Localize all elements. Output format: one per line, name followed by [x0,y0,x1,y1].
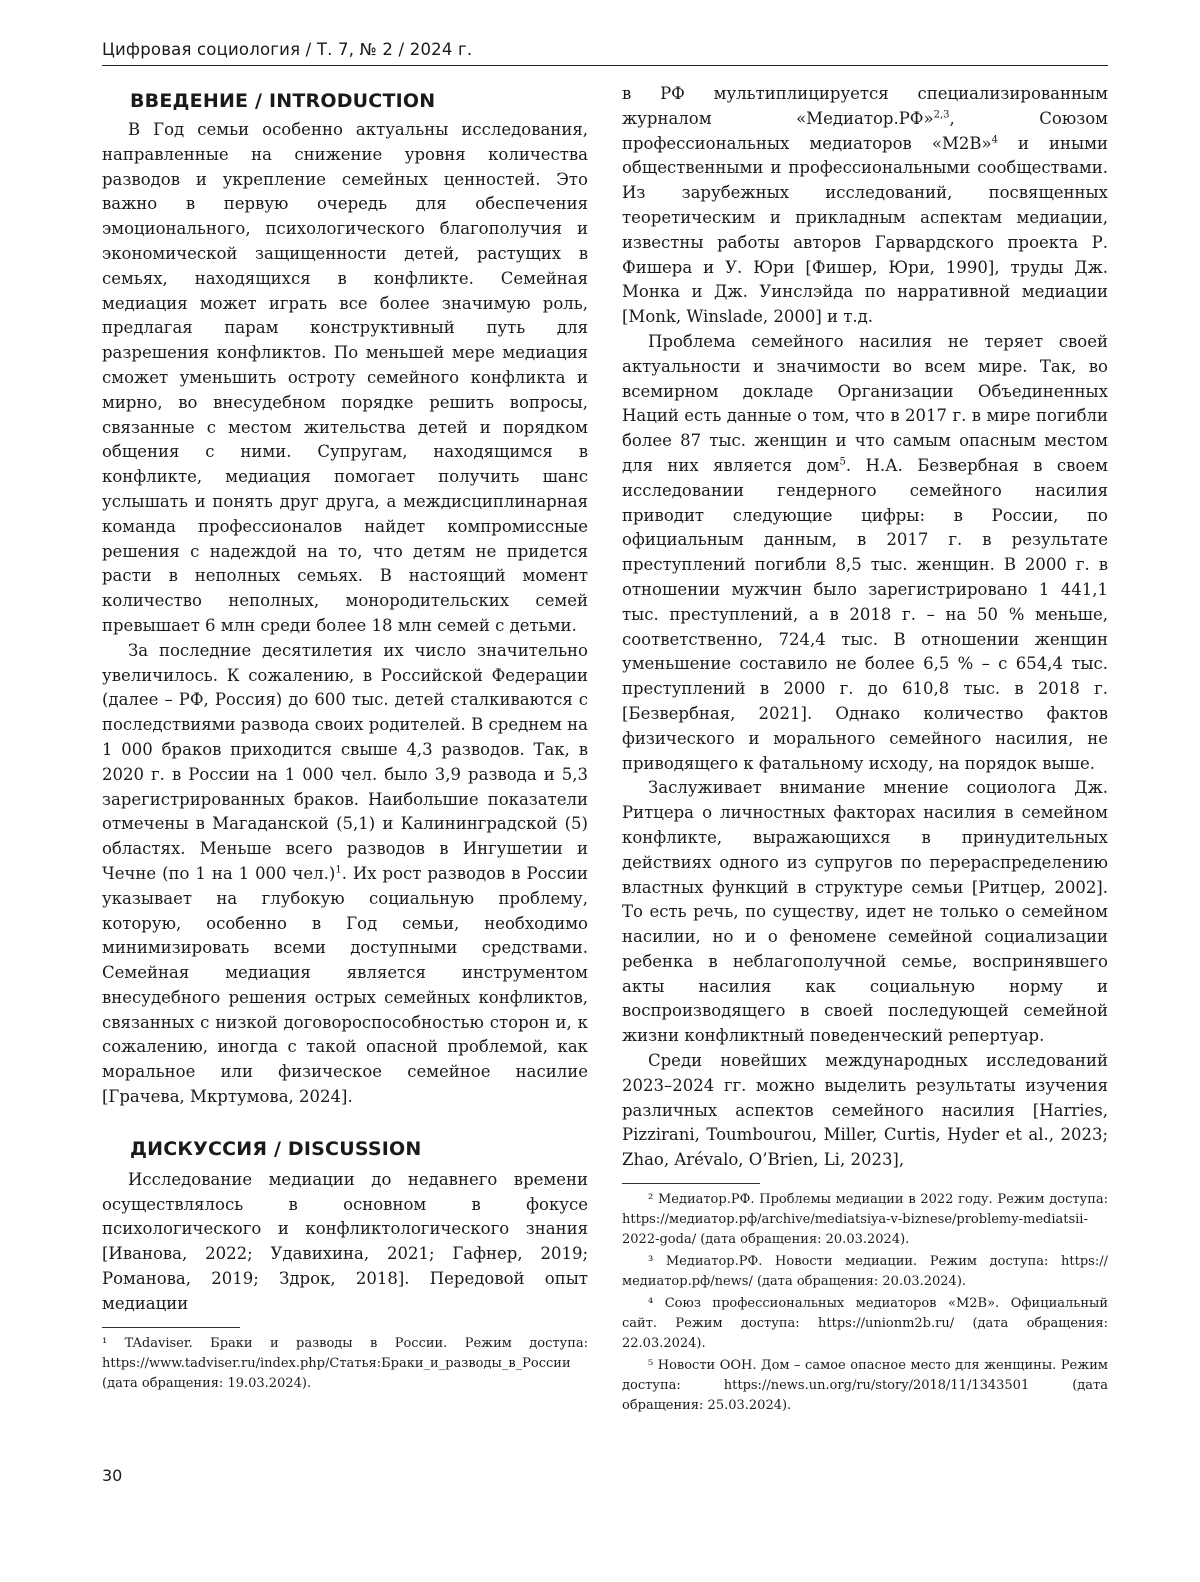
footnote: ¹ TAdaviser. Браки и разводы в России. Режим доступа: https://www.tadviser.ru/index.php/Статья:Браки_и_разводы_в_России (дата обращения: 19.03.2024). [102,1335,588,1391]
paragraph [622,82,1108,330]
footnote: ⁵ Новости ООН. Дом – самое опасное место для женщины. Режим доступа: https://news.un.org/ru/story/2018/11/1343501 (дата обращения: 25.03.2024). [622,1358,1108,1414]
footnote-ref[interactable]: 5 [839,456,846,468]
footnote-ref[interactable]: 2,3 [933,109,950,121]
left-body-text [102,118,588,1110]
right-body-text [622,82,1108,1173]
paragraph-text: , Союзом профессиональных медиаторов «М2В» [622,108,1108,153]
paragraph [622,330,1108,776]
paragraph-text: Проблема семейного насилия не теряет своей актуальности и значимости во всем мире. Так, во всемирном докладе Организации Объединенных Наций есть данные о том, что в 2017 г. в мире погибли более 87 тыс. женщин и что самым опасным местом для них является дом [622,331,1108,475]
page-number: 30 [102,1466,123,1485]
paragraph [102,639,588,1110]
paragraph-text: в РФ мультиплицируется специализированным журналом «Медиатор.РФ» [622,84,1108,128]
paragraph-text: За последние десятилетия их число значительно увеличилось. К сожалению, в Российской Федерации (далее – РФ, Россия) до 600 тыс. детей сталкиваются с последствиями развода своих родителей. В среднем на 1 000 браков приходится свыше 4,3 разводов. Так, в 2020 г. в России на 1 000 чел. было 3,9 развода и 5,3 зарегистрированных браков. Наибольшие показатели отмечены в Магаданской (5,1) и Калининградской (5) областях. Меньше всего разводов в Ингушетии и Чечне (по 1 на 1 000 чел.) [102,640,588,883]
paragraph-text: и иными общественными и профессиональными сообществами. Из зарубежных исследований, посвященных теоретическим и прикладным аспектам медиации, известны работы авторов Гарвардского проекта Р. Фишера и У. Юри [Фишер, Юри, 1990], труды Дж. Монка и Дж. Уинслэйда по нарративной медиации [Monk, Winslade, 2000] и т.д. [622,133,1108,327]
footnote: ² Медиатор.РФ. Проблемы медиации в 2022 году. Режим доступа: https://медиатор.рф/archive/mediatsiya-v-biznese/problemy-mediatsii-2022-goda/ (дата обращения: 20.03.2024). [622,1192,1108,1248]
right-column [622,82,1108,1418]
paragraph: Исследование медиации до недавнего времени осуществлялось в основном в фокусе психологического и конфликтологического знания [Иванова, 2022; Удавихина, 2021; Гафнер, 2019; Романова, 2019; Здрок, 2018]. Передовой опыт медиации [102,1169,588,1313]
footnote: ³ Медиатор.РФ. Новости медиации. Режим доступа: https://медиатор.рф/news/ (дата обращения: 20.03.2024). [622,1254,1108,1290]
discussion-text [102,1168,588,1317]
paragraph-text: . Их рост разводов в России указывает на глубокую социальную проблему, которую, особенно в Год семьи, необходимо минимизировать всеми доступными средствами. Семейная медиация является инструментом внесудебного решения острых семейных конфликтов, связанных с низкой договороспособностью сторон и, к сожалению, иногда с такой опасной проблемой, как моральное или физическое семейное насилие [Грачева, Мкртумова, 2024]. [102,863,589,1107]
footnote-ref[interactable]: 1 [335,864,342,876]
paragraph: Заслуживает внимание мнение социолога Дж. Ритцера о личностных факторах насилия в семейном конфликте, выражающихся в принудительных действиях одного из супругов по перераспределению властных функций в структуре семьи [Ритцер, 2002]. То есть речь, по существу, идет не только о семейном насилии, но и о феномене семейной социализации ребенка в неблагополучной семье, воспринявшего акты насилия как социальную норму и воспроизводящего в своей последующей семейной жизни конфликтный поведенческий репертуар. [622,778,1108,1046]
section-heading-introduction: ВВЕДЕНИЕ / INTRODUCTION [130,90,436,112]
footnote: ⁴ Союз профессиональных медиаторов «М2В». Официальный сайт. Режим доступа: https://unionm2b.ru/ (дата обращения: 22.03.2024). [622,1296,1108,1352]
footnote-divider [102,1327,240,1328]
footnote-ref[interactable]: 4 [991,134,998,146]
running-title: Цифровая социология / Т. 7, № 2 / 2024 г. [102,40,1108,66]
paragraph-text: . Н.А. Безвербная в своем исследовании гендерного семейного насилия приводит следующие цифры: в России, по официальным данным, в 2017 г. в результате преступлений погибли 8,5 тыс. женщин. В 2000 г. в отношении мужчин было зарегистрировано 1 441,1 тыс. преступлений, а в 2018 г. – на 50 % меньше, соответственно, 724,4 тыс. В отношении женщин уменьшение составило не более 6,5 % – с 654,4 тыс. преступлений в 2000 г. до 610,8 тыс. в 2018 г. [Безвербная, 2021]. Однако количество фактов физического и морального семейного насилия, не приводящего к фатальному исходу, на порядок выше. [622,455,1108,773]
section-heading-discussion: ДИСКУССИЯ / DISCUSSION [130,1137,422,1160]
footnote-divider [622,1183,760,1184]
left-column [102,82,588,1396]
paragraph: В Год семьи особенно актуальны исследования, направленные на снижение уровня количества разводов и укрепление семейных ценностей. Это важно в первую очередь для обеспечения эмоционального, психологического благополучия и экономической защищенности детей, растущих в семьях, находящихся в конфликте. Семейная медиация может играть все более значимую роль, предлагая парам конструктивный путь для разрешения конфликтов. По меньшей мере медиация сможет уменьшить остроту семейного конфликта и мирно, во внесудебном порядке решить вопросы, связанные с местом жительства детей и порядком общения с ними. Супругам, находящимся в конфликте, медиация помогает получить шанс услышать и понять друг друга, а междисциплинарная команда профессионалов найдет компромиссные решения с надеждой на то, что детям не придется расти в неполных семьях. В настоящий момент количество неполных, монородительских семей превышает 6 млн среди более 18 млн семей с детьми. [102,120,588,635]
paragraph: Среди новейших международных исследований 2023–2024 гг. можно выделить результаты изучения различных аспектов семейного насилия [Harries, Pizzirani, Toumbourou, Miller, Curtis, Hyder et al., 2023; Zhao, Arévalo, O’Brien, Li, 2023], [622,1051,1108,1170]
